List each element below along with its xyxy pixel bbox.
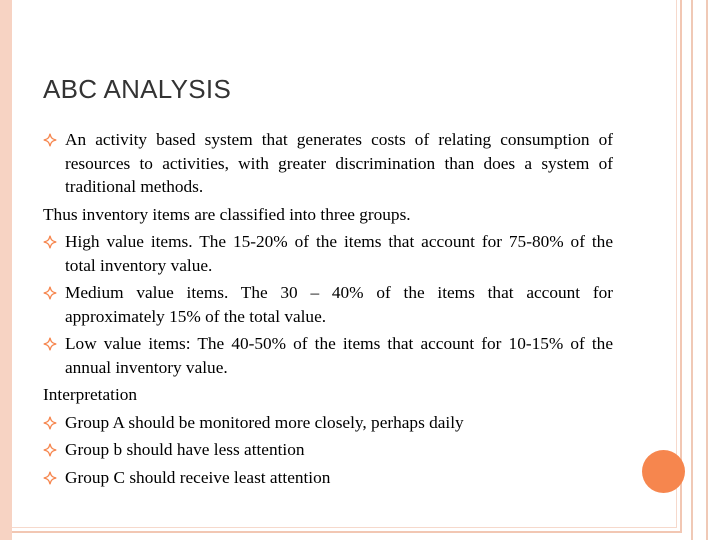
- slide-title: ABC ANALYSIS: [43, 74, 232, 104]
- bullet-text: Medium value items. The 30 – 40% of the items that account for approximately 15% of the total value.: [65, 283, 613, 326]
- plain-line: Thus inventory items are classified into three groups.: [43, 204, 411, 224]
- bullet-item: [43, 438, 613, 462]
- bullet-item: [43, 128, 613, 199]
- bullet-item: [43, 466, 613, 490]
- bullet-text: Low value items: The 40-50% of the items that account for 10-15% of the annual inventory value.: [65, 334, 613, 377]
- diamond-bullet-icon: [43, 416, 57, 430]
- bullet-text: High value items. The 15-20% of the items that account for 75-80% of the total inventory value.: [65, 232, 613, 275]
- diamond-bullet-icon: [43, 443, 57, 457]
- diamond-bullet-icon: [43, 133, 57, 147]
- diamond-bullet-icon: [43, 471, 57, 485]
- bullet-text: Group A should be monitored more closely, perhaps daily: [65, 412, 464, 432]
- plain-line: Interpretation: [43, 385, 138, 404]
- diamond-bullet-icon: [43, 286, 57, 300]
- diamond-bullet-icon: [43, 235, 57, 249]
- left-border-strip: [0, 0, 12, 540]
- bullet-text: An activity based system that generates costs of relating consumption of resources to activities, with greater discrimination than does a system of traditional methods.: [65, 130, 613, 196]
- diamond-bullet-icon: [43, 337, 57, 351]
- right-rail-line: [691, 0, 693, 540]
- bullet-item: [43, 332, 613, 379]
- bullet-item: [43, 411, 613, 435]
- bullet-item: [43, 230, 613, 277]
- slide-body: [43, 128, 613, 489]
- bullet-text: Group b should have less attention: [65, 440, 305, 459]
- right-rail-line: [706, 0, 708, 540]
- orange-circle-decoration: [642, 450, 685, 493]
- bullet-item: [43, 281, 613, 328]
- bullet-text: Group C should receive least attention: [65, 467, 331, 487]
